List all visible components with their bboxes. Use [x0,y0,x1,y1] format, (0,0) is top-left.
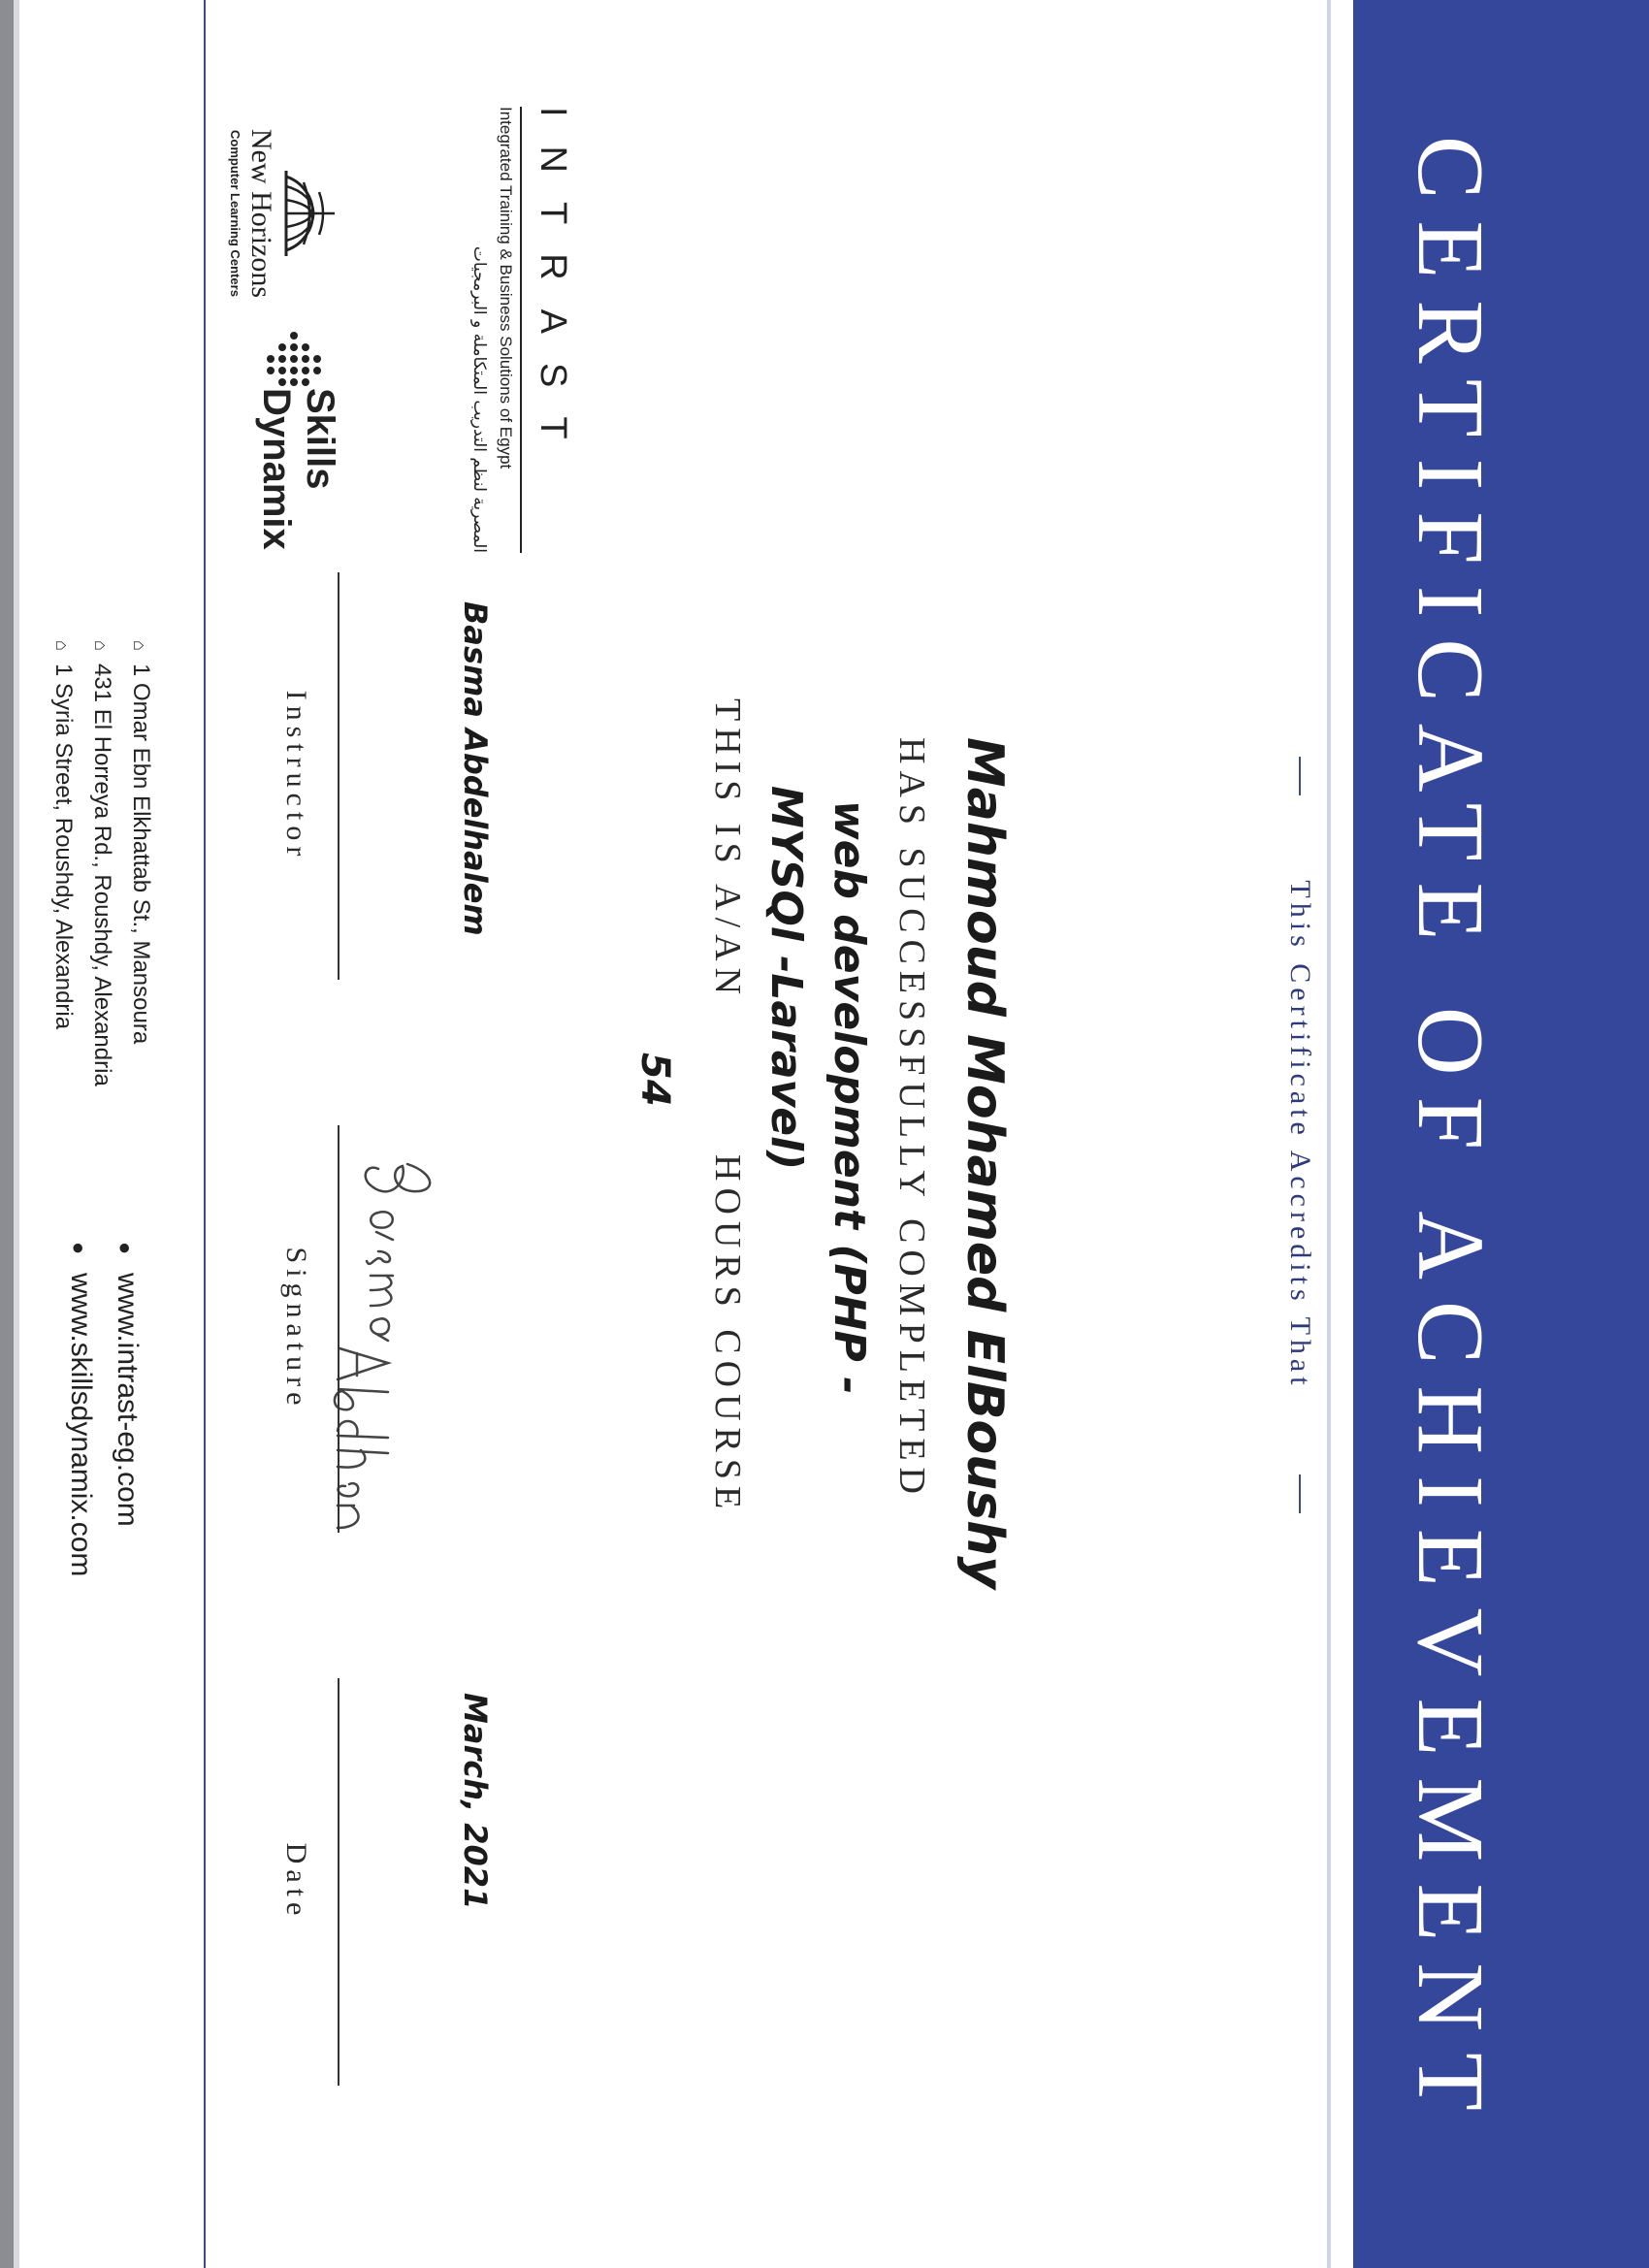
recipient-name: Mahmoud Mohamed ElBoushy [955,737,1014,1590]
date-line [338,1678,340,2086]
address-text: 431 El Horreya Rd., Roushdy, Alexandria [89,664,115,1086]
website-item [57,1242,104,1678]
skills-name-line2: Dynamix [255,388,298,550]
instructor-name: Basma Abdelhalem [457,601,494,936]
address-text: 1 Omar Ebn Elkhattab St., Mansoura [128,664,154,1045]
skills-name-line1: Skills [299,388,341,490]
website-list [44,1242,150,1678]
instructor-line [338,572,340,980]
new-horizons-subtitle: Computer Learning Centers [228,130,242,297]
accredits-text: This Certificate Accredits That [1284,880,1316,1390]
date-label: Date [280,1842,312,1922]
globe-icon [276,165,354,262]
signature-line [338,1125,340,1533]
signature-label: Signature [280,1247,312,1411]
website-item [104,1242,150,1678]
website-text: www.intrast-eg.com [112,1273,144,1527]
date-value: March, 2021 [457,1693,494,1910]
globe-icon: ● [113,1242,138,1255]
intrast-rule [520,107,522,553]
home-icon: ⌂ [52,640,72,651]
address-item [44,640,82,1222]
home-icon: ⌂ [91,640,111,651]
new-horizons-name: New Horizons [245,128,277,299]
certificate-title: CERTIFICATE OF ACHIEVEMENT [1398,136,1503,2132]
address-list [34,640,160,1222]
intrast-name: INTRAST [533,107,573,469]
accredits-rule-left [1299,757,1301,795]
skills-dynamix-logo [238,320,354,550]
address-item [82,640,121,1222]
course-name-line1: web development (PHP - [824,800,874,1395]
website-text: www.skillsdynamix.com [65,1273,97,1577]
course-name-line2: MYSQl -Laravel) [761,786,811,1171]
dot-grid-icon [267,320,325,388]
accredits-row [1276,757,1324,1513]
handwritten-signature [310,1154,446,1542]
new-horizons-logo [218,107,354,320]
globe-icon: ● [67,1242,91,1255]
accredits-rule-right [1299,1474,1301,1513]
completed-text: HAS SUCCESSFULLY COMPLETED [891,737,932,1501]
instructor-label: Instructor [280,690,312,862]
intrast-arabic: المصرية لنظم التدريب المتكاملة و البرمجيات [469,245,489,553]
hours-suffix: HOURS COURSE [707,1154,748,1516]
hours-value: 54 [632,1053,677,1107]
address-text: 1 Syria Street, Roushdy, Alexandria [50,664,77,1030]
address-item [121,640,160,1222]
home-icon: ⌂ [130,640,149,651]
hours-prefix: THIS IS A/AN [707,698,748,1002]
intrast-subtitle: Integrated Training & Business Solutions of Egypt [497,107,515,470]
intrast-logo [466,107,582,553]
